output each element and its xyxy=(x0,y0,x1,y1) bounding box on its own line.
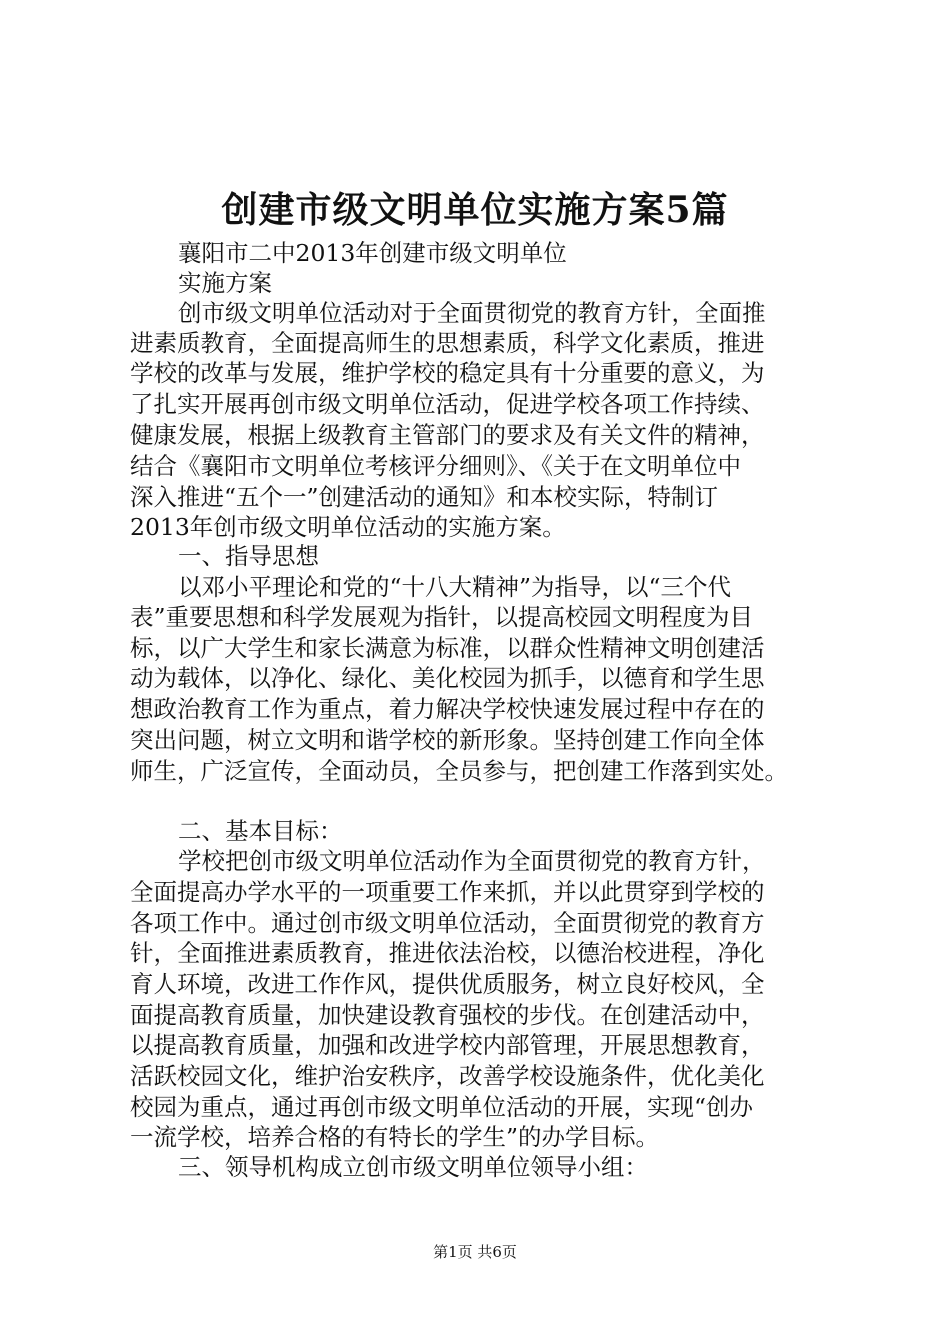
section-heading: 三、领导机构成立创市级文明单位领导小组： xyxy=(178,1153,648,1181)
text-line: 动为载体，以净化、绿化、美化校园为抓手，以德育和学生思 xyxy=(130,664,765,692)
text-line: 学校的改革与发展，维护学校的稳定具有十分重要的意义，为 xyxy=(130,359,765,387)
text-line: 结合《襄阳市文明单位考核评分细则》、《关于在文明单位中 xyxy=(130,452,741,480)
text-line: 2013年创市级文明单位活动的实施方案。 xyxy=(130,513,566,541)
text-line: 了扎实开展再创市级文明单位活动，促进学校各项工作持续、 xyxy=(130,390,765,418)
text-line: 针，全面推进素质教育，推进依法治校，以德治校进程，净化 xyxy=(130,939,765,967)
text-line: 各项工作中。通过创市级文明单位活动，全面贯彻党的教育方 xyxy=(130,909,765,937)
text-line: 襄阳市二中2013年创建市级文明单位 xyxy=(178,239,567,267)
text-line: 实施方案 xyxy=(178,269,272,297)
text-line: 表”重要思想和科学发展观为指针，以提高校园文明程度为目 xyxy=(130,603,754,631)
section-heading: 一、指导思想 xyxy=(178,542,319,570)
text-line: 育人环境，改进工作作风，提供优质服务，树立良好校风，全 xyxy=(130,970,765,998)
text-line: 健康发展，根据上级教育主管部门的要求及有关文件的精神， xyxy=(130,421,765,449)
text-line: 一流学校，培养合格的有特长的学生”的办学目标。 xyxy=(130,1123,660,1151)
text-line: 进素质教育，全面提高师生的思想素质，科学文化素质，推进 xyxy=(130,329,765,357)
text-line: 师生，广泛宣传，全面动员，全员参与，把创建工作落到实处。 xyxy=(130,757,788,785)
text-line: 面提高教育质量，加快建设教育强校的步伐。在创建活动中， xyxy=(130,1001,765,1029)
text-line: 以提高教育质量，加强和改进学校内部管理，开展思想教育， xyxy=(130,1031,765,1059)
text-line: 标，以广大学生和家长满意为标准，以群众性精神文明创建活 xyxy=(130,634,765,662)
text-line: 全面提高办学水平的一项重要工作来抓，并以此贯穿到学校的 xyxy=(130,878,765,906)
document-title: 创建市级文明单位实施方案5篇 xyxy=(221,189,729,231)
page-footer: 第1页 共6页 xyxy=(433,1243,517,1261)
text-line: 学校把创市级文明单位活动作为全面贯彻党的教育方针， xyxy=(178,847,766,875)
text-line: 以邓小平理论和党的“十八大精神”为指导，以“三个代 xyxy=(178,573,732,601)
text-line: 突出问题，树立文明和谐学校的新形象。坚持创建工作向全体 xyxy=(130,726,765,754)
text-line: 深入推进“五个一”创建活动的通知》和本校实际，特制订 xyxy=(130,483,719,511)
text-line: 校园为重点，通过再创市级文明单位活动的开展，实现“创办 xyxy=(130,1093,754,1121)
text-line: 想政治教育工作为重点，着力解决学校快速发展过程中存在的 xyxy=(130,695,765,723)
section-heading: 二、基本目标： xyxy=(178,817,343,845)
text-line: 活跃校园文化，维护治安秩序，改善学校设施条件，优化美化 xyxy=(130,1062,765,1090)
text-line: 创市级文明单位活动对于全面贯彻党的教育方针，全面推 xyxy=(178,299,766,327)
